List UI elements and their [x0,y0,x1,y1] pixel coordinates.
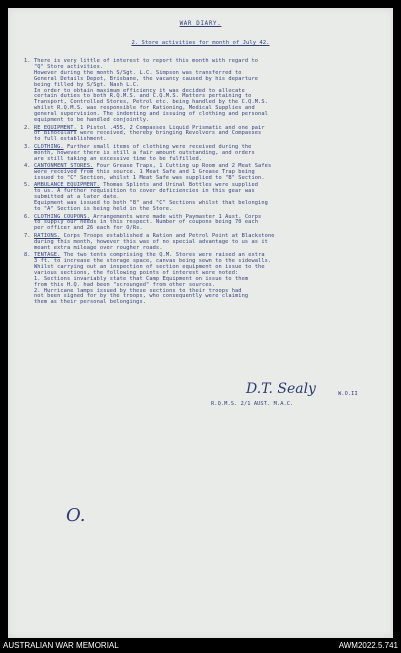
document-page [8,8,393,638]
paragraph-line: from this H.Q. had been "scrounged" from other sources. [34,281,216,288]
paragraph-line-text: Arrangements were made with Paymaster 1 Aust. Corps [90,213,262,220]
paragraph-line: However during the month S/Sgt. L.C. Simpson was transferred to [34,69,242,76]
paragraph-number: 6. [24,213,31,220]
paragraph-line: Whilst carrying out an inspection of section equipment on issue to the [34,263,265,270]
signature-rank: W.O.II [338,391,358,397]
paragraph-number: 4. [24,163,31,170]
paragraph-line: General Details Depot, Brisbane, the vacancy caused by his departure [34,75,259,82]
paragraph-line: not been signed for by the troops, who consequently were claiming [34,293,249,300]
signature-unit: R.Q.M.S. 2/1 AUST. M.A.C. [211,401,294,407]
paragraph-line: to supply our needs in this respect. Number of coupons being 70 each [34,219,259,226]
paragraph-heading: AMBULANCE EQUIPMENT. [34,182,100,189]
paragraph-heading: CLOTHING COUPONS. [34,213,91,220]
paragraph-line: being filled by S/Sgt. Nash L.C. [34,81,140,88]
paragraph-line: There is very little of interest to report this month with regard to [34,58,259,64]
paragraph-line: 1. Sections invariably state that Camp Equipment on issue to them [34,275,249,282]
paragraph-heading: RE EQUIPMENT. [34,124,77,131]
paragraph-number: 5. [24,182,31,189]
paragraph-heading: RATIONS. [34,232,61,239]
paragraph-line: Transport, Controlled Stores, Petrol etc. being handled by the C.Q.M.S. [34,99,268,106]
paragraph-number: 8. [24,252,31,259]
paragraph-line: to full establishment. [34,136,107,143]
paragraph-line: equipment to be handled conjointly. [34,117,150,123]
paragraph-line-text: Four Grease Traps, 1 Cutting up Room and 2 Meat Safes [93,163,272,170]
paragraph-line: 3 ft. to increase the storage space, canvas being sewn to the sidewalls. [34,258,272,264]
paragraph-line-text: The two tents comprising the Q.M. Stores were raised an extra [60,252,265,259]
paragraph-number: 3. [24,143,31,150]
paragraph-line-text: Further small items of clothing were received during the [63,143,252,150]
paragraph-number: 7. [24,232,31,239]
paragraph-line: them as their personal belongings. [34,299,147,306]
paragraph-heading: TENTAGE. [34,252,61,259]
paragraph-line: 2. Hurricane lamps issued by these sections to their troops had [34,287,242,294]
paragraph-line: to "A" Section is being held in the Store. [34,206,173,212]
paragraph-line: month, however there is still a fair amount outstanding, and orders [34,149,255,156]
paragraph-line: issued to "C" Section, whilst 1 Meat Safe was supplied to "B" Section. [34,174,265,181]
paragraph-heading: CANTONMENT STORES. [34,163,94,170]
paragraph-number: 2. [24,124,31,131]
handwritten-initial-mark: O. [66,505,86,526]
footer-bar [0,638,401,653]
paragraph-heading: CLOTHING. [34,143,64,150]
paragraph-line: certain duties to both R.Q.M.S. and C.Q.M.S. Matters pertaining to [34,93,252,100]
paragraph-line: to us. A further requisition to cover deficiencies in this gear was [34,188,255,195]
footer-institution: AUSTRALIAN WAR MEMORIAL [3,641,119,650]
paragraph-number: 1. [24,58,31,64]
paragraph-line: per officer and 26 each for O/Rs. [34,225,143,232]
footer-accession-number: AWM2022.5.741 [338,641,398,650]
paragraph-line: meant extra mileage over rougher roads. [34,244,163,251]
paragraph-line-text: 1 Pistol .455, 2 Compasses Liquid Prismatic and one pair [76,124,265,131]
paragraph-line: whilst R.Q.M.S. was responsible for Rationing, Medical Supplies and [34,105,255,112]
handwritten-signature: D.T. Sealy [246,381,316,397]
paragraph-line: Equipment was issued to both "B" and "C" Sections whilst that belonging [34,200,268,207]
paragraph-line: are still taking an excessive time to be fulfilled. [34,155,203,162]
diary-title: WAR DIARY. [179,21,222,27]
paragraph-line-text: Thomas Splints and Urinal Bottles were supplied [99,182,259,189]
diary-subtitle: 2. Store activities for month of July 42. [131,40,270,46]
paragraph-line: were received from this source. 1 Meat Safe and 1 Grease Trap being [34,169,255,175]
paragraph-line: submitted at a later date. [34,194,120,201]
paragraph-line: In order to obtain maximum efficiency it was decided to allocate [34,87,245,94]
paragraph-line-text: Corps Troops established a Ration and Petrol Point at Blackstone [60,232,275,239]
paragraph-line: of Binoculars were received, thereby bringing Revolvers and Compasses [34,130,262,137]
paragraph-line: during this month, however this was of no special advantage to us as it [34,238,268,245]
paragraph-line: "Q" Store activities. [34,63,104,70]
paragraph-line: various sections, the following points of interest were noted: [34,269,239,276]
paragraph-line: general supervision. The indenting and issuing of clothing and personal [34,111,268,118]
